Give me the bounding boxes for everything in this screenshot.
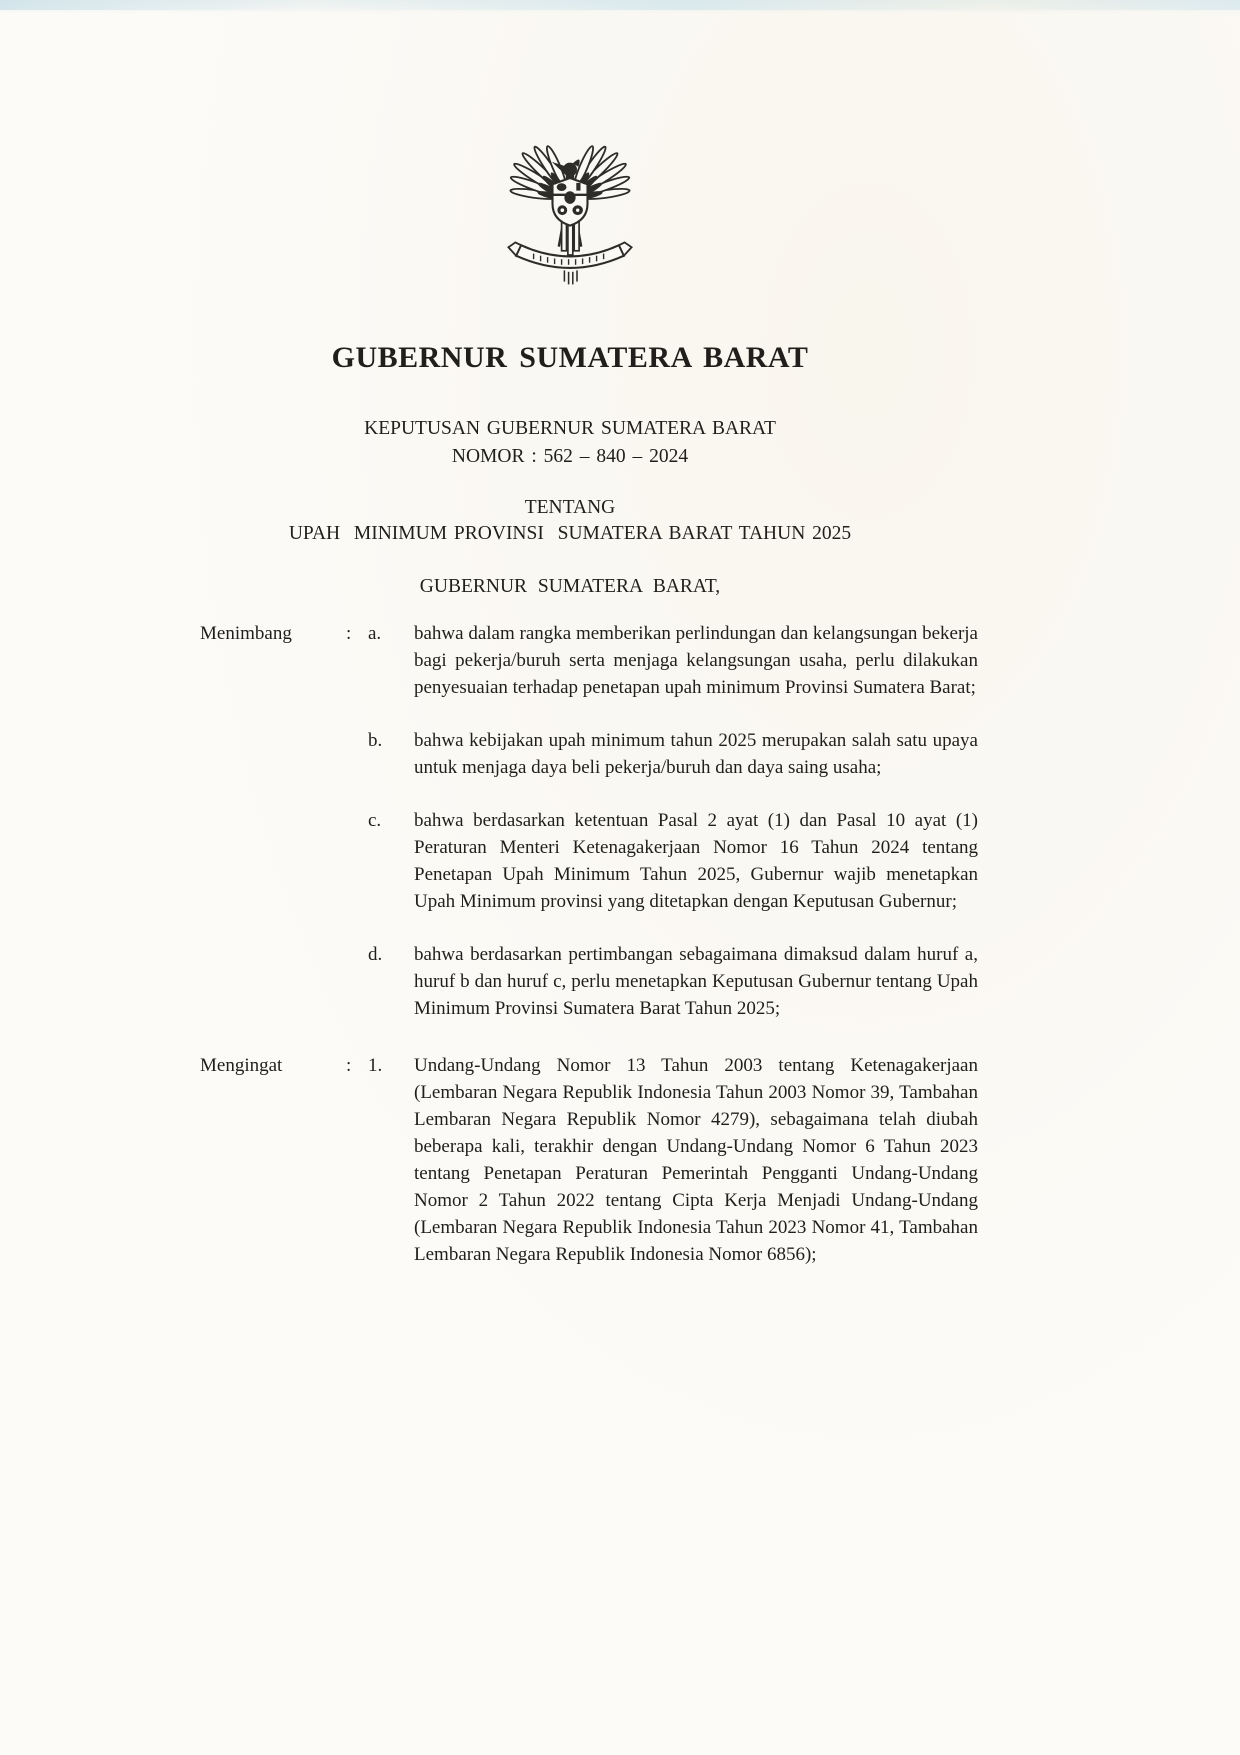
clause-sections <box>200 620 978 1296</box>
clause-text: Undang-Undang Nomor 13 Tahun 2003 tentang Ketenagakerjaan (Lembaran Negara Republik Indonesia Tahun 2003 Nomor 39, Tambahan Lembaran Negara Republik Nomor 4279), sebagaimana telah diubah beberapa kali, terakhir dengan Undang-Undang Nomor 6 Tahun 2023 tentang Penetapan Peraturan Pemerintah Pengganti Undang-Undang Nomor 2 Tahun 2022 tentang Cipta Kerja Menjadi Undang-Undang (Lembaran Negara Republik Indonesia Tahun 2023 Nomor 41, Tambahan Lembaran Negara Republik Indonesia Nomor 6856); <box>414 1055 978 1265</box>
clause-marker: d. <box>368 944 383 965</box>
clause-marker: 1. <box>368 1055 383 1076</box>
document-header <box>200 340 940 600</box>
clause-mengingat-1 <box>346 1052 978 1268</box>
section-mengingat <box>200 1052 978 1296</box>
clause-menimbang-a <box>346 620 978 701</box>
clause-text: bahwa kebijakan upah minimum tahun 2025 merupakan salah satu upaya untuk menjaga daya beli pekerja/buruh dan daya saing usaha; <box>414 730 978 778</box>
menimbang-items <box>346 620 978 1050</box>
clause-text: bahwa dalam rangka memberikan perlindungan dan kelangsungan bekerja bagi pekerja/buruh serta menjaga kelangsungan usaha, perlu dilakukan penyesuaian terhadap penetapan upah minimum Provinsi Sumatera Barat; <box>414 623 978 698</box>
page-title: GUBERNUR SUMATERA BARAT <box>331 341 809 374</box>
subject-line: UPAH MINIMUM PROVINSI SUMATERA BARAT TAHUN 2025 <box>288 523 852 544</box>
document-type-line: KEPUTUSAN GUBERNUR SUMATERA BARAT <box>364 418 776 439</box>
section-menimbang <box>200 620 978 1050</box>
mengingat-items <box>346 1052 978 1296</box>
emblem-container <box>162 0 978 286</box>
decree-document <box>200 0 978 1296</box>
garuda-pancasila-emblem-icon <box>500 112 640 286</box>
document-number: NOMOR : 562 – 840 – 2024 <box>451 446 689 467</box>
about-label: TENTANG <box>524 497 616 518</box>
clause-menimbang-c <box>346 807 978 915</box>
document-type-block <box>200 415 940 471</box>
clause-menimbang-d <box>346 941 978 1022</box>
salutation-line: GUBERNUR SUMATERA BARAT, <box>419 576 721 597</box>
subject-block <box>200 495 940 547</box>
clause-marker: a. <box>368 623 382 644</box>
clause-menimbang-b <box>346 727 978 781</box>
clause-text: bahwa berdasarkan ketentuan Pasal 2 ayat (1) dan Pasal 10 ayat (1) Peraturan Menteri Ketenagakerjaan Nomor 16 Tahun 2024 tentang Penetapan Upah Minimum Tahun 2025, Gubernur wajib menetapkan Upah Minimum provinsi yang ditetapkan dengan Keputusan Gubernur; <box>414 810 978 912</box>
clause-marker: c. <box>368 810 382 831</box>
clause-text: bahwa berdasarkan pertimbangan sebagaimana dimaksud dalam huruf a, huruf b dan huruf c, perlu menetapkan Keputusan Gubernur tentang Upah Minimum Provinsi Sumatera Barat Tahun 2025; <box>414 944 978 1019</box>
clause-marker: b. <box>368 730 383 751</box>
section-label-mengingat: Mengingat <box>200 1055 283 1076</box>
section-colon: : <box>346 1055 352 1076</box>
section-label-menimbang: Menimbang <box>200 623 292 644</box>
section-colon: : <box>346 623 352 644</box>
